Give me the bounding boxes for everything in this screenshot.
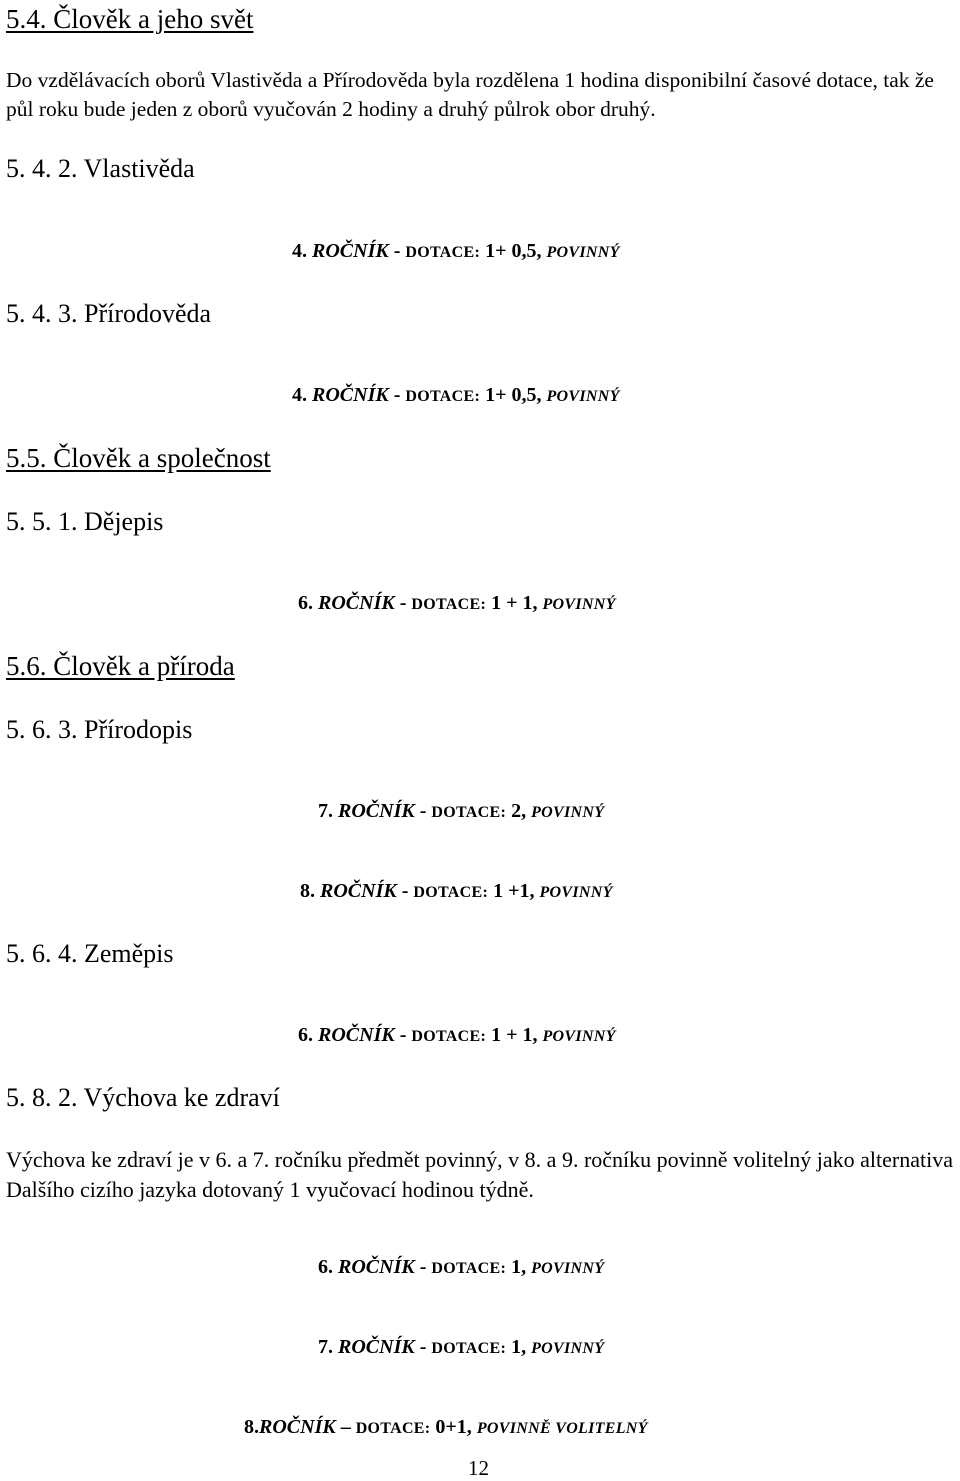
dotace-line-5: 8. ROČNÍK - DOTACE: 1 +1, POVINNÝ <box>300 880 613 902</box>
page-number: 12 <box>468 1456 489 1480</box>
heading-5-8-2: 5. 8. 2. Výchova ke zdraví <box>6 1083 280 1112</box>
dotace-line-1: 4. ROČNÍK - DOTACE: 1+ 0,5, POVINNÝ <box>292 240 620 262</box>
heading-5-4-2: 5. 4. 2. Vlastivěda <box>6 154 195 183</box>
heading-5-6-4: 5. 6. 4. Zeměpis <box>6 939 174 968</box>
heading-5-5: 5.5. Člověk a společnost <box>6 443 271 473</box>
health-paragraph: Výchova ke zdraví je v 6. a 7. ročníku předmět povinný, v 8. a 9. ročníku povinně volitelný jako alternativa Dalšího cizího jazyka dotovaný 1 vyučovací hodinou týdně. <box>6 1147 953 1202</box>
dotace-line-8: 7. ROČNÍK - DOTACE: 1, POVINNÝ <box>318 1336 605 1358</box>
dotace-line-2: 4. ROČNÍK - DOTACE: 1+ 0,5, POVINNÝ <box>292 384 620 406</box>
heading-5-4: 5.4. Člověk a jeho svět <box>6 4 254 34</box>
intro-paragraph: Do vzdělávacích oborů Vlastivěda a Přírodověda byla rozdělena 1 hodina disponibilní časové dotace, tak že půl roku bude jeden z oborů vyučován 2 hodiny a druhý půlrok obor druhý. <box>6 68 934 121</box>
heading-5-4-3: 5. 4. 3. Přírodověda <box>6 299 212 328</box>
dotace-line-9: 8.ROČNÍK – DOTACE: 0+1, POVINNĚ VOLITELNÝ <box>244 1416 648 1438</box>
dotace-line-6: 6. ROČNÍK - DOTACE: 1 + 1, POVINNÝ <box>298 1024 616 1046</box>
heading-5-6-3: 5. 6. 3. Přírodopis <box>6 715 193 744</box>
heading-5-6: 5.6. Člověk a příroda <box>6 651 235 681</box>
dotace-line-3: 6. ROČNÍK - DOTACE: 1 + 1, POVINNÝ <box>298 592 616 614</box>
heading-5-5-1: 5. 5. 1. Dějepis <box>6 507 164 536</box>
dotace-line-4: 7. ROČNÍK - DOTACE: 2, POVINNÝ <box>318 800 605 822</box>
dotace-line-7: 6. ROČNÍK - DOTACE: 1, POVINNÝ <box>318 1256 605 1278</box>
